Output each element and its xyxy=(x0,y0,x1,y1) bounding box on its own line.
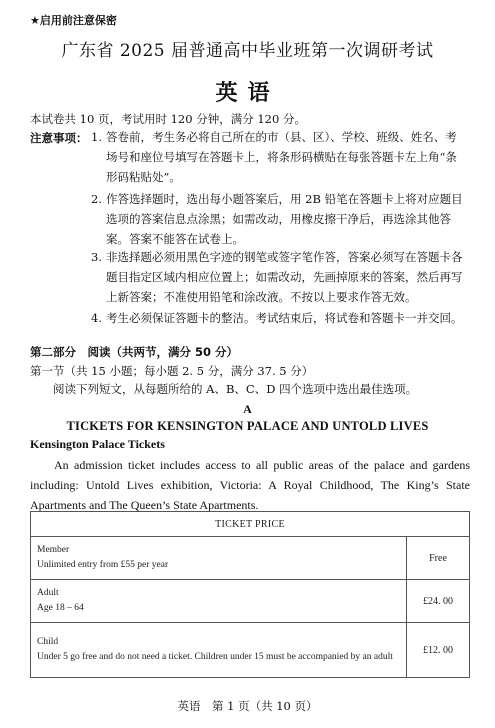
ticket-price-table xyxy=(30,511,470,678)
passage-paragraph: An admission ticket includes access to all public areas of the palace and gardens including: Untold Lives exhibition, Victoria: A Royal Childhood, The King’s State Apartments and The Queen’s State Apartments. xyxy=(30,458,470,512)
notice-line: 形码粘贴处”。 xyxy=(106,170,181,184)
notice-item-number: 2. xyxy=(91,192,102,206)
subject-title: 英语 xyxy=(215,81,280,106)
page-footer: 英语 第 1 页（共 10 页） xyxy=(177,699,318,713)
notice-item-2 xyxy=(106,189,484,249)
notice-item-4 xyxy=(106,308,484,328)
notice-line: 选项的答案信息点涂黑；如需改动，用橡皮擦干净后，再选涂其他答 xyxy=(106,212,451,226)
ticket-description xyxy=(31,537,407,580)
notice-item-1 xyxy=(106,127,484,187)
exam-title: 广东省 2025 届普通高中毕业班第一次调研考试 xyxy=(61,41,434,61)
notice-item-3 xyxy=(106,247,484,307)
table-row xyxy=(31,537,470,580)
notice-line: 题目指定区域内相应位置上；如需改动，先画掉原来的答案，然后再写 xyxy=(106,270,463,284)
ticket-detail: Unlimited entry from £55 per year xyxy=(37,560,169,570)
table-header: TICKET PRICE xyxy=(31,512,470,537)
notice-line: 非选择题必须用黑色字迹的钢笔或签字笔作答，答案必须写在答题卡各 xyxy=(106,250,463,264)
notice-line: 答卷前，考生务必将自己所在的市（县、区）、学校、班级、姓名、考 xyxy=(106,130,457,144)
ticket-price: Free xyxy=(407,537,470,580)
reading-instruction: 阅读下列短文，从每题所给的 A、B、C、D 四个选项中选出最佳选项。 xyxy=(53,382,418,396)
passage-letter: A xyxy=(243,402,252,416)
ticket-type: Child xyxy=(37,637,59,647)
table-row xyxy=(31,623,470,678)
section-one-title: 第一节（共 15 小题；每小题 2. 5 分，满分 37. 5 分） xyxy=(30,364,314,378)
ticket-description xyxy=(31,623,407,678)
ticket-price: £24. 00 xyxy=(407,580,470,623)
exam-info: 本试卷共 10 页，考试用时 120 分钟，满分 120 分。 xyxy=(30,112,306,126)
notice-line: 案。答案不能答在试卷上。 xyxy=(106,232,244,246)
ticket-description xyxy=(31,580,407,623)
notice-label: 注意事项： xyxy=(30,131,88,145)
notice-line: 考生必须保证答题卡的整洁。考试结束后，将试卷和答题卡一并交回。 xyxy=(106,311,463,325)
confidential-mark: ★启用前注意保密 xyxy=(30,14,117,27)
ticket-detail: Under 5 go free and do not need a ticket. Children under 15 must be accompanied by an adult xyxy=(37,652,393,662)
ticket-type: Member xyxy=(37,545,70,555)
notice-item-number: 1. xyxy=(91,130,102,144)
notice-line: 上新答案；不准使用铅笔和涂改液。不按以上要求作答无效。 xyxy=(106,290,417,304)
ticket-detail: Age 18 – 64 xyxy=(37,603,84,613)
table-row xyxy=(31,580,470,623)
ticket-price: £12. 00 xyxy=(407,623,470,678)
passage-subheading: Kensington Palace Tickets xyxy=(30,437,165,451)
notice-item-number: 3. xyxy=(91,250,102,264)
ticket-type: Adult xyxy=(37,588,59,598)
notice-item-number: 4. xyxy=(91,311,102,325)
notice-line: 作答选择题时，选出每小题答案后，用 2B 铅笔在答题卡上将对应题目 xyxy=(106,192,463,206)
passage-title: TICKETS FOR KENSINGTON PALACE AND UNTOLD LIVES xyxy=(66,419,429,433)
part-two-title: 第二部分 阅读（共两节，满分 50 分） xyxy=(30,345,239,359)
notice-line: 场号和座位号填写在答题卡上，将条形码横贴在每张答题卡左上角“条 xyxy=(106,150,457,164)
